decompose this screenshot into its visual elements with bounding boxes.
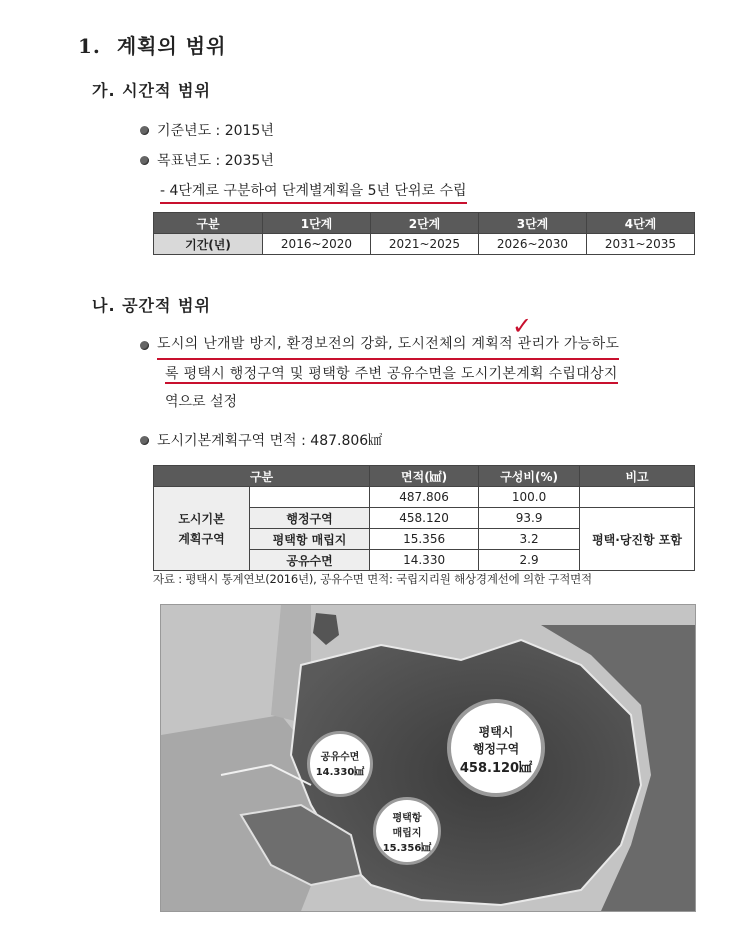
water-bubble-line1: 공유수면	[320, 752, 360, 763]
section-number: 1.	[78, 34, 101, 58]
stage-table-header	[154, 213, 695, 234]
admin-bubble-value: 458.120㎢	[459, 761, 533, 776]
water-bubble-value: 14.330㎢	[315, 767, 365, 778]
table-cell: 487.806	[370, 487, 479, 508]
port-bubble-value: 15.356㎢	[382, 843, 432, 854]
header-cell: 구분	[154, 466, 370, 487]
row-label: 행정구역	[250, 508, 370, 529]
water-area-bubble	[307, 731, 373, 797]
header-cell: 4단계	[587, 213, 695, 234]
row-label: 평택항 매립지	[250, 529, 370, 550]
bullet-icon	[140, 341, 149, 350]
row-label: 공유수면	[250, 550, 370, 571]
table-row	[154, 487, 695, 508]
bullet-icon	[140, 156, 149, 165]
header-cell: 1단계	[263, 213, 371, 234]
table-cell: 15.356	[370, 529, 479, 550]
admin-bubble-line1: 평택시	[478, 725, 514, 739]
temporal-heading: 가. 시간적 범위	[92, 81, 211, 100]
table-cell	[250, 487, 370, 508]
planning-area-map	[160, 604, 696, 912]
note-cell: 평택·당진항 포함	[580, 508, 695, 571]
header-cell: 2단계	[371, 213, 479, 234]
stage-table	[153, 212, 695, 255]
check-mark-icon: ✓	[512, 312, 533, 340]
area-text: 도시기본계획구역 면적 : 487.806㎢	[157, 433, 383, 449]
port-bubble-line2: 매립지	[392, 828, 422, 839]
spatial-paragraph	[140, 330, 700, 416]
port-bubble-line1: 평택항	[392, 813, 422, 824]
area-item	[140, 430, 382, 450]
source-note: 자료 : 평택시 통계연보(2016년), 공유수면 면적: 국립지리원 해상경계선에 의한 구적면적	[153, 572, 592, 586]
header-cell: 3단계	[479, 213, 587, 234]
group-label-line2: 계획구역	[178, 531, 225, 546]
para-line-3: 역으로 설정	[165, 394, 238, 410]
table-cell: 2.9	[479, 550, 580, 571]
target-year-text: 목표년도 : 2035년	[157, 153, 274, 169]
spatial-heading: 나. 공간적 범위	[92, 296, 211, 315]
map-svg	[161, 605, 695, 911]
group-label-line1: 도시기본	[178, 511, 225, 526]
bullet-icon	[140, 436, 149, 445]
para-line-1: 도시의 난개발 방지, 환경보전의 강화, 도시전체의 계획적 관리가 가능하도	[157, 330, 619, 360]
base-year-item	[140, 120, 274, 140]
header-cell: 구성비(%)	[479, 466, 580, 487]
header-cell: 면적(㎢)	[370, 466, 479, 487]
header-cell: 구분	[154, 213, 263, 234]
stage-note	[160, 180, 467, 200]
table-cell	[580, 487, 695, 508]
table-cell: 14.330	[370, 550, 479, 571]
para-line-2: 록 평택시 행정구역 및 평택항 주변 공유수면을 도시기본계획 수립대상지	[165, 366, 618, 382]
target-year-item	[140, 150, 274, 170]
table-cell: 2016~2020	[263, 234, 371, 255]
bullet-icon	[140, 126, 149, 135]
table-row	[154, 234, 695, 255]
group-label	[154, 487, 250, 571]
admin-area-bubble	[447, 699, 545, 797]
port-area-bubble	[373, 797, 441, 865]
table-cell: 458.120	[370, 508, 479, 529]
area-table-header	[154, 466, 695, 487]
header-cell: 비고	[580, 466, 695, 487]
table-cell: 93.9	[479, 508, 580, 529]
section-title	[78, 30, 226, 59]
table-cell: 2026~2030	[479, 234, 587, 255]
table-cell: 2031~2035	[587, 234, 695, 255]
table-cell: 100.0	[479, 487, 580, 508]
admin-bubble-line2: 행정구역	[472, 742, 520, 756]
area-table	[153, 465, 695, 571]
stage-note-text: - 4단계로 구분하여 단계별계획을 5년 단위로 수립	[160, 183, 467, 204]
section-title-text: 계획의 범위	[116, 34, 227, 58]
table-cell: 2021~2025	[371, 234, 479, 255]
row-label: 기간(년)	[154, 234, 263, 255]
table-cell: 3.2	[479, 529, 580, 550]
base-year-text: 기준년도 : 2015년	[157, 123, 274, 139]
